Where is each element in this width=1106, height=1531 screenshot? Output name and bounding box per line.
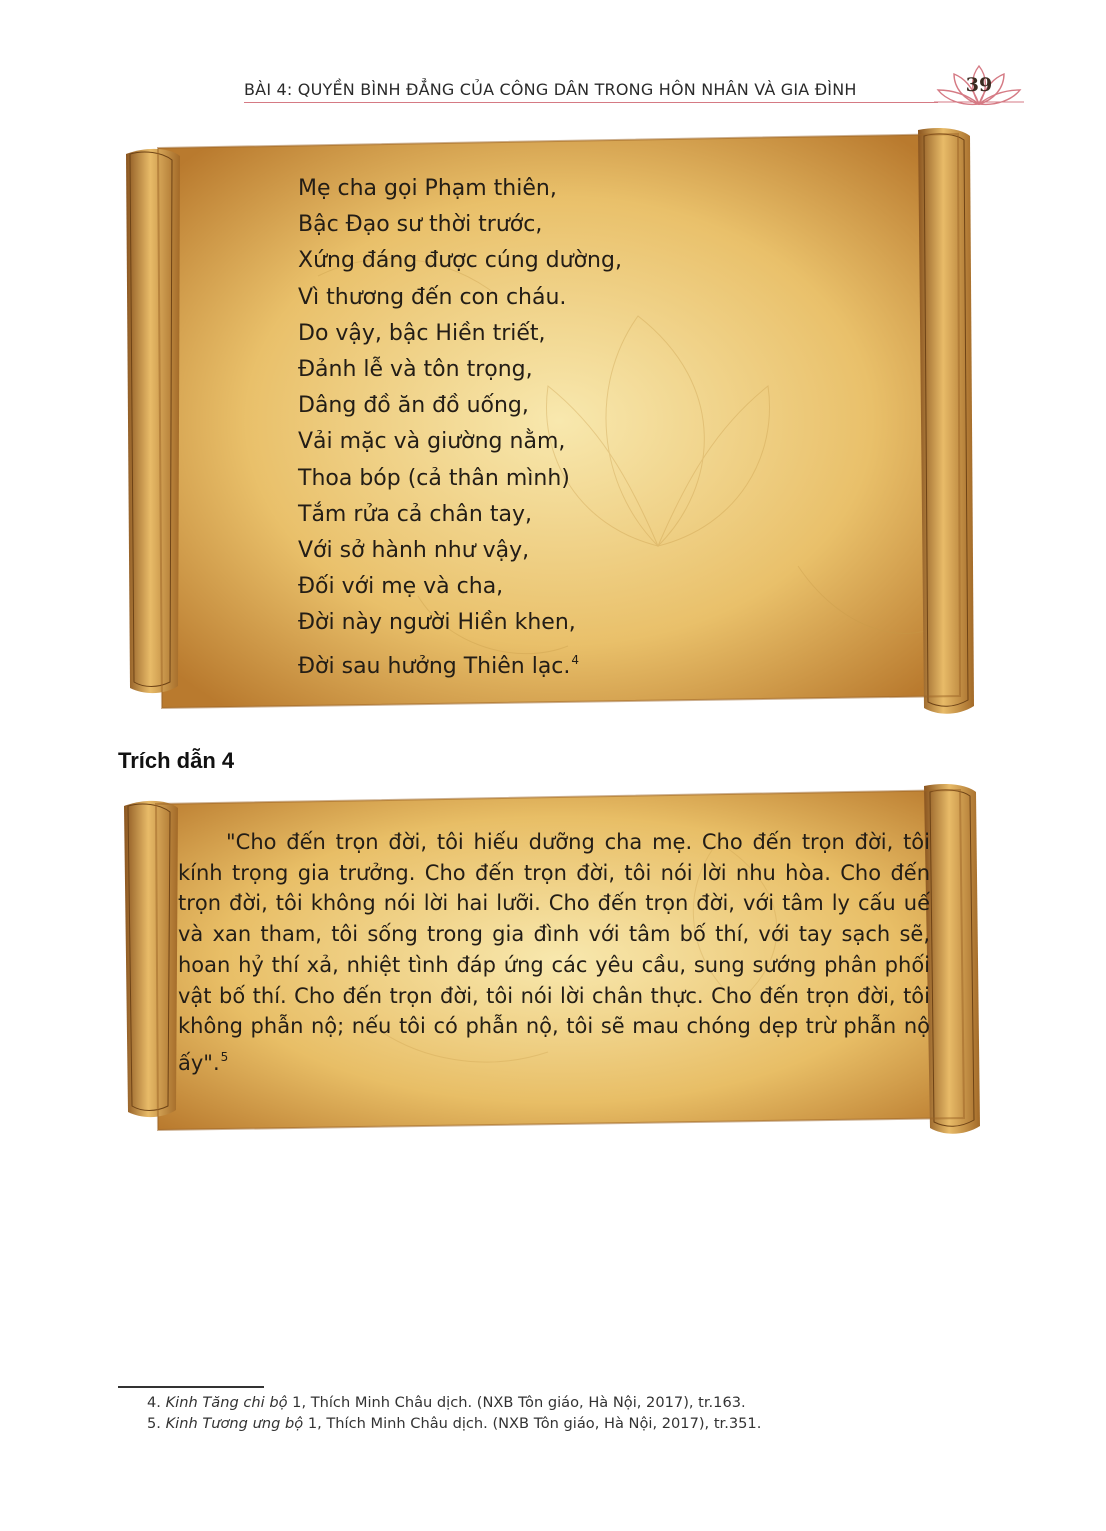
- poem-scroll: [118, 126, 986, 718]
- page-number: 39: [965, 74, 993, 96]
- footnote-number: 4.: [147, 1394, 161, 1411]
- poem: [298, 171, 622, 685]
- poem-line: Do vậy, bậc Hiền triết,: [298, 320, 546, 346]
- poem-line: Bậc Đạo sư thời trước,: [298, 212, 543, 238]
- poem-line: Tắm rửa cả chân tay,: [298, 501, 532, 527]
- footnote-title: Kinh Tương ưng bộ: [165, 1415, 304, 1432]
- quote-scroll: [118, 782, 986, 1140]
- poem-line: Vì thương đến con cháu.: [298, 284, 567, 310]
- footnote-ref-5[interactable]: 5: [220, 1049, 229, 1064]
- footnote-citation: 1, Thích Minh Châu dịch. (NXB Tôn giáo, Hà Nội, 2017), tr.351.: [303, 1415, 762, 1432]
- poem-line: Đối với mẹ và cha,: [298, 574, 504, 600]
- quote-paragraph: [178, 827, 930, 1079]
- poem-line: Đời này người Hiền khen,: [298, 610, 576, 636]
- quote-text: "Cho đến trọn đời, tôi hiếu dưỡng cha mẹ. Cho đến trọn đời, tôi kính trọng gia trưởng. Cho đến trọn đời, tôi nói lời nhu hòa. Cho đến trọn đời, tôi không nói lời hai lưỡi. Cho đến trọn đời, với tâm ly cấu uế và xan tham, tôi sống trong gia đình với tâm bố thí, với tay sạch sẽ, hoan hỷ thí xả, nhiệt tình đáp ứng các yêu cầu, sung sướng phân phối vật bố thí. Cho đến trọn đời, tôi nói lời chân thực. Cho đến trọn đời, tôi không phẫn nộ; nếu tôi có phẫn nộ, tôi sẽ mau chóng dẹp trừ phẫn nộ ấy".: [178, 830, 930, 1075]
- poem-line: Vải mặc và giường nằm,: [298, 429, 566, 455]
- header-rule: [244, 102, 938, 103]
- poem-line: Với sở hành như vậy,: [298, 538, 530, 564]
- section-heading: Trích dẫn 4: [118, 748, 235, 773]
- poem-line: Xứng đáng được cúng dường,: [298, 248, 622, 274]
- poem-line: Mẹ cha gọi Phạm thiên,: [298, 176, 557, 201]
- footnote-number: 5.: [147, 1415, 161, 1432]
- poem-line: Dâng đồ ăn đồ uống,: [298, 393, 529, 419]
- footnotes: [147, 1392, 761, 1434]
- poem-line: Đời sau hưởng Thiên lạc.: [298, 653, 571, 679]
- footnote-rule: [118, 1386, 264, 1388]
- footnote-ref-4[interactable]: 4: [571, 652, 580, 667]
- poem-last-line: [298, 642, 622, 685]
- footnote-5: [147, 1413, 761, 1434]
- page-header: [244, 74, 1024, 118]
- poem-line: Đảnh lễ và tôn trọng,: [298, 357, 533, 383]
- footnote-4: [147, 1392, 761, 1413]
- page-number-badge: [934, 60, 1024, 116]
- poem-line: Thoa bóp (cả thân mình): [298, 465, 570, 491]
- footnote-citation: 1, Thích Minh Châu dịch. (NXB Tôn giáo, Hà Nội, 2017), tr.163.: [287, 1394, 746, 1411]
- footnote-title: Kinh Tăng chi bộ: [165, 1394, 288, 1411]
- chapter-title: BÀI 4: QUYỀN BÌNH ĐẲNG CỦA CÔNG DÂN TRONG HÔN NHÂN VÀ GIA ĐÌNH: [244, 80, 857, 99]
